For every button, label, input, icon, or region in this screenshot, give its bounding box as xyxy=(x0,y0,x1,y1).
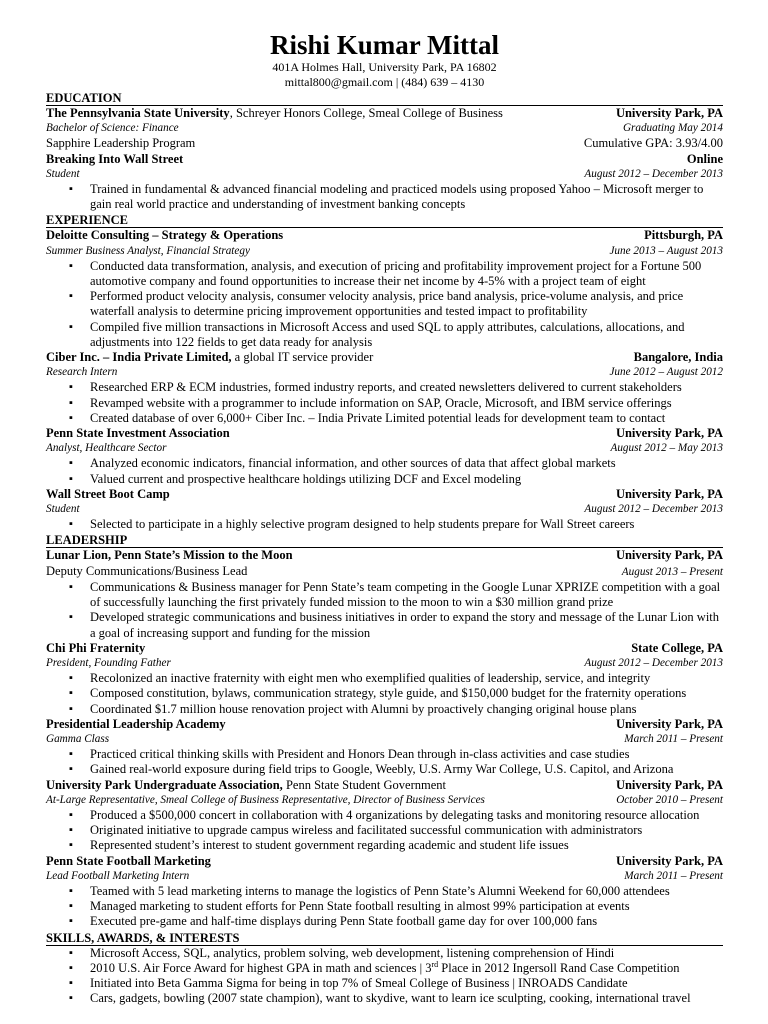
organization-name: Chi Phi Fraternity xyxy=(46,640,146,655)
entry-header xyxy=(46,426,723,441)
bullet-list xyxy=(46,456,723,486)
bullet-item: ▪ 2010 U.S. Air Force Award for highest GPA in math and sciences | 3rd Place in 2012 Ingersoll Rand Case Competition xyxy=(46,961,723,976)
resume-page xyxy=(46,30,723,1006)
entry-subheader xyxy=(46,502,723,517)
organization xyxy=(46,426,230,441)
role-title: Summer Business Analyst, Financial Strategy xyxy=(46,244,250,257)
entry-subheader xyxy=(46,732,723,747)
organization xyxy=(46,487,170,502)
entry-header xyxy=(46,350,723,365)
entry-header xyxy=(46,641,723,656)
bullet-item: ▪ Represented student’s interest to student government regarding academic and student life issues xyxy=(46,838,723,853)
date-range: October 2010 – Present xyxy=(616,793,723,806)
entry-header xyxy=(46,152,723,167)
date-range: Graduating May 2014 xyxy=(622,122,723,135)
bullet-item: ▪ Composed constitution, bylaws, communication strategy, style guide, and $150,000 budget for the fraternity operations xyxy=(46,686,723,701)
role-title: Bachelor of Science: Finance xyxy=(46,122,179,135)
location: University Park, PA xyxy=(615,716,723,731)
bullet-item: ▪ Managed marketing to student efforts for Penn State football resulting in almost 99% participation at events xyxy=(46,899,723,914)
bullet-list xyxy=(46,580,723,641)
entry-subheader xyxy=(46,121,723,136)
bullet-item: ▪ Valued current and prospective healthcare holdings utilizing DCF and Excel modeling xyxy=(46,472,723,487)
section-heading: EXPERIENCE xyxy=(46,213,723,228)
entry-header xyxy=(46,487,723,502)
date-range: June 2012 – August 2012 xyxy=(609,366,723,379)
organization-detail: , Schreyer Honors College, Smeal College of Business xyxy=(229,106,503,120)
organization xyxy=(46,106,503,121)
location: University Park, PA xyxy=(615,777,723,792)
bullet-item: ▪ Produced a $500,000 concert in collaboration with 4 organizations by delegating tasks and monitoring resource allocation xyxy=(46,808,723,823)
organization-name: The Pennsylvania State University xyxy=(46,106,230,120)
organization-name: Ciber Inc. – India Private Limited, xyxy=(46,350,232,365)
entry-header xyxy=(46,854,723,869)
bullet-list xyxy=(46,884,723,930)
entry-subheader xyxy=(46,564,723,580)
bullet-list xyxy=(46,946,723,1007)
bullet-item: ▪ Conducted data transformation, analysis, and execution of pricing and profitability improvement project for a Fortune 500 automotive company and found opportunities to increase their net income by 4-5% with a project team of eight xyxy=(46,259,723,289)
organization xyxy=(46,641,145,656)
entry-header xyxy=(46,778,723,793)
date-range: March 2011 – Present xyxy=(624,869,723,882)
role-title: At-Large Representative, Smeal College of Business Representative, Director of Business Services xyxy=(46,793,485,806)
organization-name: Penn State Investment Association xyxy=(46,426,230,441)
resume-sections xyxy=(46,91,723,1006)
date-range: August 2012 – May 2013 xyxy=(610,442,723,455)
location: Online xyxy=(686,151,723,166)
role-title: Research Intern xyxy=(46,366,118,379)
location: University Park, PA xyxy=(615,486,723,501)
organization xyxy=(46,778,446,793)
organization-name: Lunar Lion, Penn State’s Mission to the Moon xyxy=(46,548,293,563)
section-heading: SKILLS, AWARDS, & INTERESTS xyxy=(46,931,723,946)
role-title: President, Founding Father xyxy=(46,656,171,669)
date-range: August 2012 – December 2013 xyxy=(584,167,723,180)
bullet-list xyxy=(46,517,723,532)
date-range: August 2012 – December 2013 xyxy=(584,656,723,669)
bullet-item: ▪ Executed pre-game and half-time displays during Penn State football game day for over 100,000 fans xyxy=(46,914,723,929)
bullet-item: ▪ Compiled five million transactions in Microsoft Access and used SQL to apply attributes, calculations, allocations, and adjustments into 122 fields to get data ready for analysis xyxy=(46,320,723,350)
entry-subheader xyxy=(46,869,723,884)
entry-subheader xyxy=(46,244,723,259)
bullet-item: ▪ Teamed with 5 lead marketing interns to manage the logistics of Penn State’s Alumni Weekend for 60,000 attendees xyxy=(46,884,723,899)
location: Pittsburgh, PA xyxy=(644,228,723,243)
entry-extra xyxy=(46,136,723,151)
organization-name: Deloitte Consulting – Strategy & Operations xyxy=(46,228,284,243)
contact-info: mittal800@gmail.com | (484) 639 – 4130 xyxy=(284,75,485,89)
bullet-item: ▪ Selected to participate in a highly selective program designed to help students prepare for Wall Street careers xyxy=(46,517,723,532)
date-range: June 2013 – August 2013 xyxy=(609,244,723,257)
organization xyxy=(46,152,183,167)
bullet-item: ▪ Recolonized an inactive fraternity with eight men who exemplified qualities of leadership, service, and integrity xyxy=(46,671,723,686)
organization xyxy=(46,350,373,365)
organization-detail: Penn State Student Government xyxy=(282,777,446,792)
bullet-list xyxy=(46,747,723,777)
address: 401A Holmes Hall, University Park, PA 16802 xyxy=(272,60,497,74)
entry-subheader xyxy=(46,656,723,671)
bullet-item: ▪ Cars, gadgets, bowling (2007 state champion), want to skydive, want to learn ice sculpting, cooking, international travel xyxy=(46,991,723,1006)
bullet-list xyxy=(46,671,723,717)
organization-name: Breaking Into Wall Street xyxy=(46,151,184,166)
location: University Park, PA xyxy=(615,853,723,868)
bullet-item: ▪ Practiced critical thinking skills with President and Honors Dean through in-class activities and case studies xyxy=(46,747,723,762)
role-title: Gamma Class xyxy=(46,732,110,745)
role-title: Lead Football Marketing Intern xyxy=(46,869,190,882)
bullet-item: ▪ Performed product velocity analysis, consumer velocity analysis, price band analysis, price-volume analysis, and price waterfall analysis to determine pricing improvement opportunities and tested impact to profitability xyxy=(46,289,723,319)
section-heading: LEADERSHIP xyxy=(46,533,723,548)
date-range: March 2011 – Present xyxy=(624,732,723,745)
organization xyxy=(46,854,211,869)
bullet-item: ▪ Initiated into Beta Gamma Sigma for being in top 7% of Smeal College of Business | INROADS Candidate xyxy=(46,976,723,991)
organization xyxy=(46,228,283,243)
organization xyxy=(46,548,293,563)
bullet-list xyxy=(46,808,723,854)
role-title: Student xyxy=(46,503,80,516)
entry-subheader xyxy=(46,793,723,808)
bullet-item: ▪ Developed strategic communications and business initiatives in order to expand the story and message of the Lunar Lion with a goal of increasing support and funding for the mission xyxy=(46,610,723,640)
bullet-item: ▪ Coordinated $1.7 million house renovation project with Alumni by proactively changing original house plans xyxy=(46,702,723,717)
bullet-item: ▪ Gained real-world exposure during field trips to Google, Weebly, U.S. Army War College, U.S. Capitol, and Arizona xyxy=(46,762,723,777)
role-title: Deputy Communications/Business Lead xyxy=(46,563,248,578)
bullet-item: ▪ Microsoft Access, SQL, analytics, problem solving, web development, listening comprehension of Hindi xyxy=(46,946,723,961)
date-range: August 2012 – December 2013 xyxy=(584,503,723,516)
section-heading: EDUCATION xyxy=(46,91,723,106)
gpa: Cumulative GPA: 3.93/4.00 xyxy=(583,136,723,151)
location: University Park, PA xyxy=(615,426,723,441)
organization-name: Presidential Leadership Academy xyxy=(46,716,226,731)
entry-subheader xyxy=(46,365,723,380)
organization-name: Penn State Football Marketing xyxy=(46,853,211,868)
bullet-item: ▪ Created database of over 6,000+ Ciber Inc. – India Private Limited potential leads for development team to contact xyxy=(46,411,723,426)
entry-header xyxy=(46,228,723,243)
role-title: Analyst, Healthcare Sector xyxy=(46,442,167,455)
location: State College, PA xyxy=(631,640,723,655)
organization-name: Wall Street Boot Camp xyxy=(46,486,170,501)
entry-header xyxy=(46,717,723,732)
bullet-list xyxy=(46,380,723,426)
entry-subheader xyxy=(46,167,723,182)
entry-header xyxy=(46,548,723,563)
organization xyxy=(46,717,226,732)
location: University Park, PA xyxy=(615,106,723,120)
role-title: Student xyxy=(46,167,80,180)
location: University Park, PA xyxy=(615,548,723,563)
bullet-list xyxy=(46,259,723,350)
bullet-item: ▪ Revamped website with a programmer to include information on SAP, Oracle, Microsoft, and IBM service offerings xyxy=(46,396,723,411)
candidate-name: Rishi Kumar Mittal xyxy=(270,30,499,60)
entry-header xyxy=(46,106,723,121)
bullet-item: ▪ Originated initiative to upgrade campus wireless and facilitated successful communication with administrators xyxy=(46,823,723,838)
bullet-list xyxy=(46,182,723,212)
program: Sapphire Leadership Program xyxy=(46,136,196,151)
bullet-item: ▪ Analyzed economic indicators, financial information, and other sources of data that affect global markets xyxy=(46,456,723,471)
bullet-item: ▪ Trained in fundamental & advanced financial modeling and practiced models using proposed Yahoo – Microsoft merger to gain real world practice and understanding of investment banking concepts xyxy=(46,182,723,212)
location: Bangalore, India xyxy=(633,350,723,365)
date-range: August 2013 – Present xyxy=(621,565,723,578)
entry-subheader xyxy=(46,441,723,456)
organization-name: University Park Undergraduate Association, xyxy=(46,777,283,792)
bullet-item: ▪ Researched ERP & ECM industries, formed industry reports, and created newsletters delivered to current stakeholders xyxy=(46,380,723,395)
organization-detail: a global IT service provider xyxy=(231,350,374,365)
bullet-item: ▪ Communications & Business manager for Penn State’s team competing in the Google Lunar XPRIZE competition with a goal of successfully launching the first privately funded mission to the moon to win a $30 million grand prize xyxy=(46,580,723,610)
